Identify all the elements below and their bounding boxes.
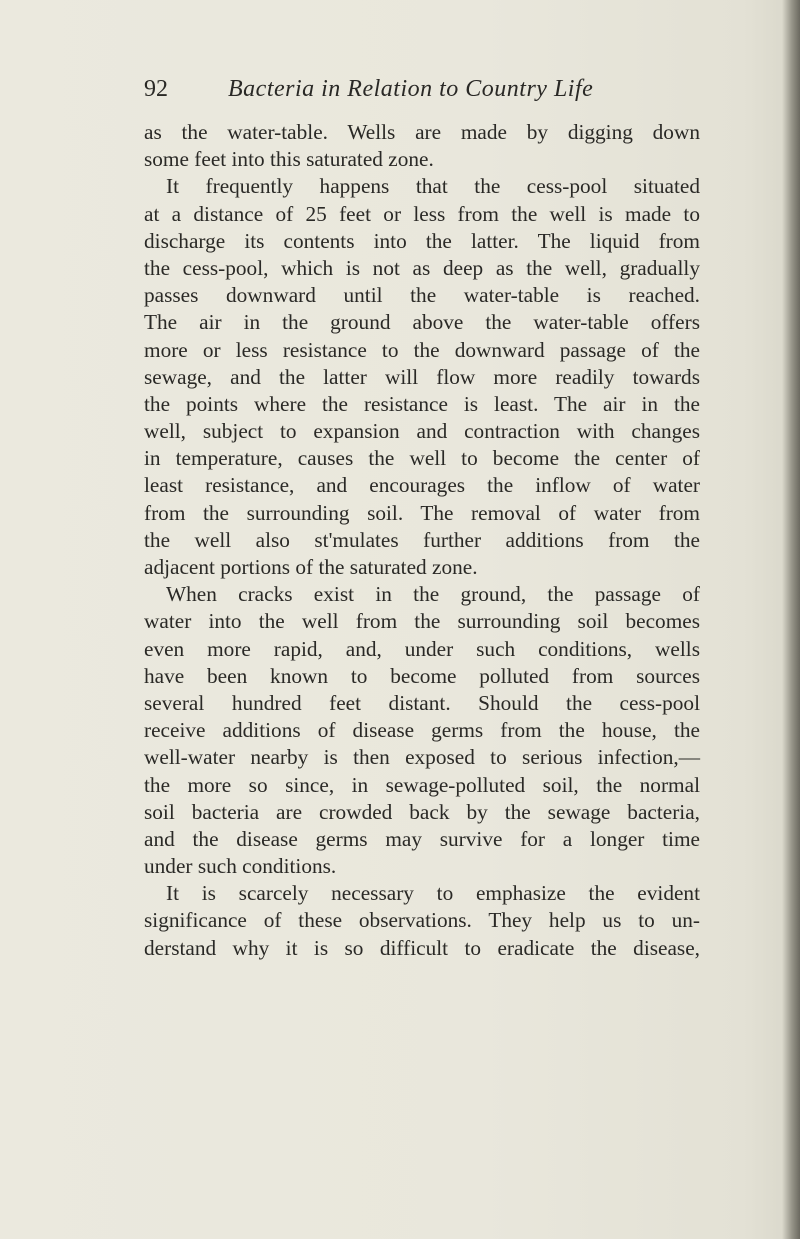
text-line: as the water-table. Wells are made by digging down: [144, 120, 700, 144]
running-title: Bacteria in Relation to Country Life: [228, 76, 594, 102]
text-line: the well also st'mulates further additions from the: [144, 527, 700, 552]
text-line: derstand why it is so difficult to eradicate the disease,: [144, 935, 700, 960]
page-edge-shadow: [782, 0, 800, 1239]
text-line: passes downward until the water-table is reached.: [144, 283, 700, 308]
text-line: water into the well from the surrounding soil becomes: [144, 609, 700, 634]
text-line: at a distance of 25 feet or less from the well is made to: [144, 201, 700, 226]
text-line: well, subject to expansion and contraction with changes: [144, 419, 700, 444]
text-line: discharge its contents into the latter. The liquid from: [144, 228, 700, 253]
text-line: in temperature, causes the well to become the center of: [144, 446, 700, 471]
body-text: [144, 119, 700, 962]
text-line: the cess-pool, which is not as deep as the well, gradually: [144, 255, 700, 280]
text-line: from the surrounding soil. The removal of water from: [144, 500, 700, 525]
text-line: When cracks exist in the ground, the passage of: [166, 582, 700, 607]
text-line: The air in the ground above the water-table offers: [144, 310, 700, 335]
text-line: the more so since, in sewage-polluted soil, the normal: [144, 772, 700, 797]
text-line: some feet into this saturated zone.: [144, 147, 434, 172]
text-line: under such conditions.: [144, 854, 337, 879]
text-line: have been known to become polluted from sources: [144, 663, 700, 688]
text-line: the points where the resistance is least. The air in the: [144, 391, 700, 416]
running-header: [144, 74, 704, 108]
text-line: more or less resistance to the downward passage of the: [144, 337, 700, 362]
text-line: even more rapid, and, under such conditions, wells: [144, 636, 700, 661]
text-line: sewage, and the latter will flow more readily towards: [144, 364, 700, 389]
text-line: well-water nearby is then exposed to serious infection,—: [144, 745, 700, 770]
text-line: soil bacteria are crowded back by the sewage bacteria,: [144, 799, 700, 824]
text-line: It is scarcely necessary to emphasize the evident: [166, 881, 700, 906]
text-line: significance of these observations. They help us to un-: [144, 908, 700, 933]
text-line: several hundred feet distant. Should the cess-pool: [144, 690, 700, 715]
text-line: receive additions of disease germs from the house, the: [144, 718, 700, 743]
text-line: adjacent portions of the saturated zone.: [144, 555, 478, 579]
text-line: It frequently happens that the cess-pool situated: [166, 174, 700, 199]
text-line: least resistance, and encourages the inflow of water: [144, 473, 700, 498]
text-line: and the disease germs may survive for a longer time: [144, 826, 700, 851]
page-number: 92: [144, 76, 168, 102]
